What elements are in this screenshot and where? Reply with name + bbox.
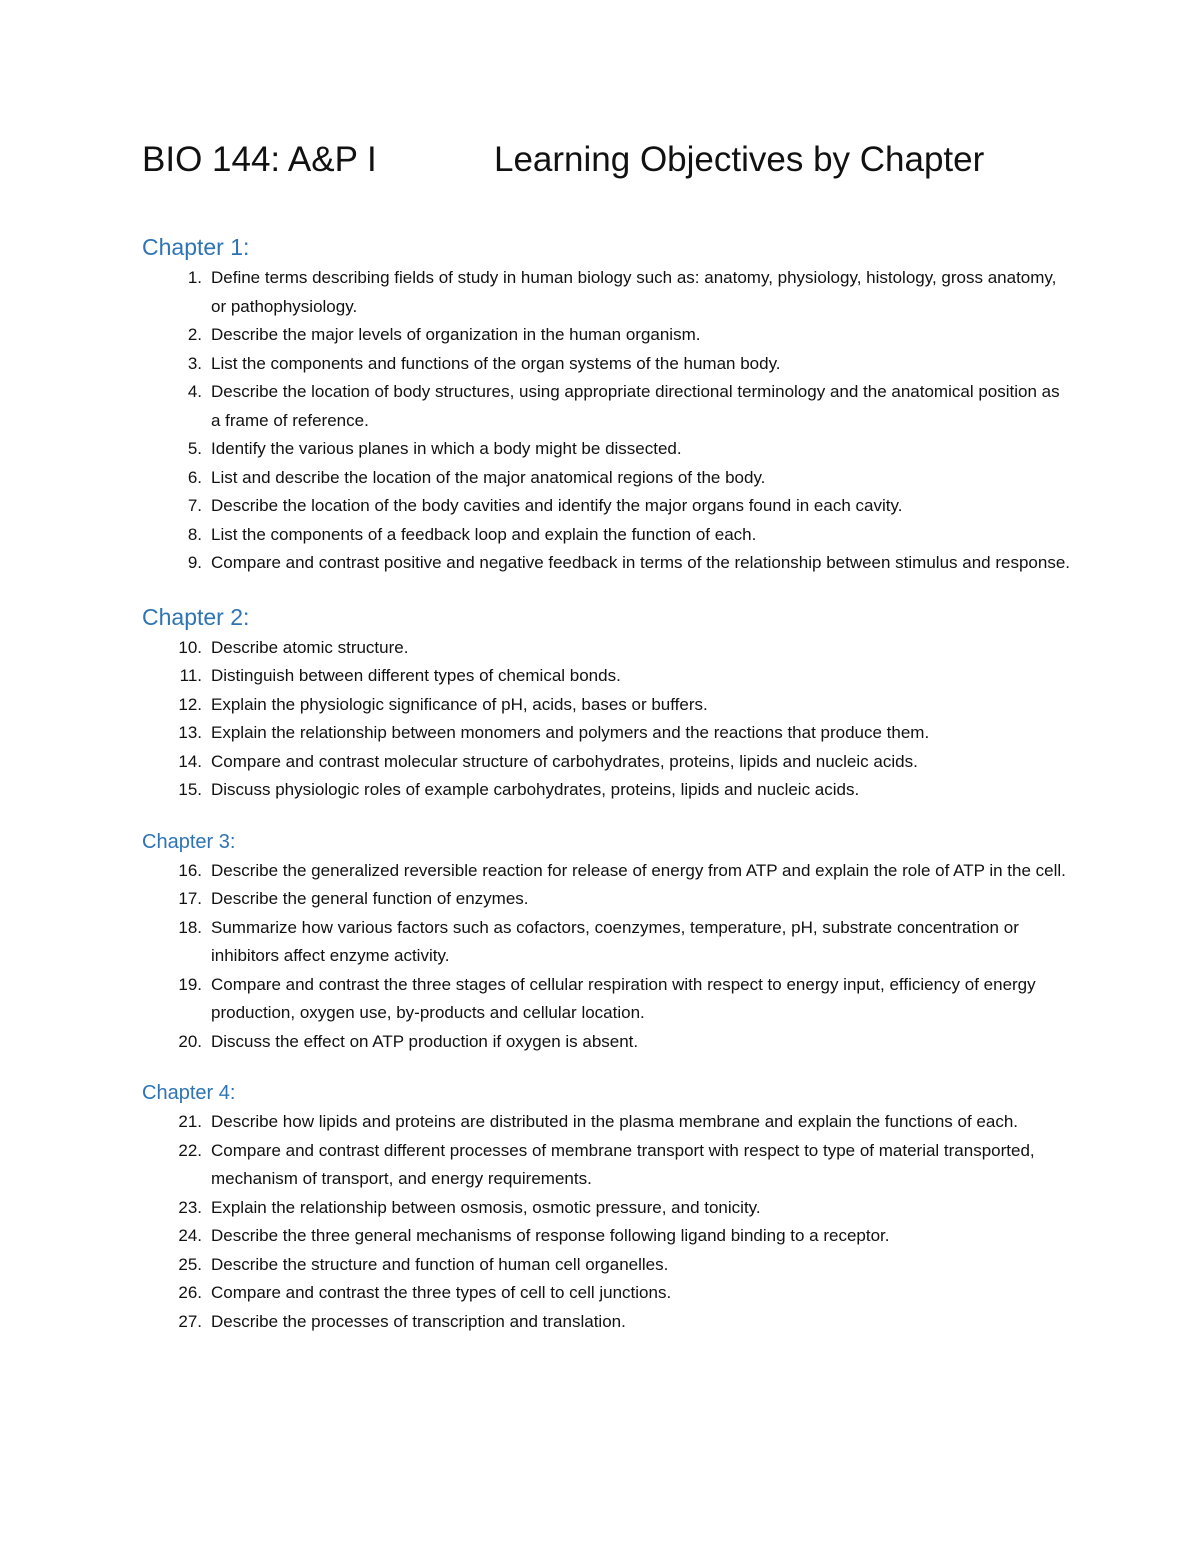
objective-text: Describe the location of body structures, using appropriate directional terminology and the anatomical position as a frame of reference. <box>211 382 1060 430</box>
list-item <box>142 914 1072 971</box>
document-heading: Learning Objectives by Chapter <box>494 140 985 179</box>
objective-number: 5. <box>187 439 202 458</box>
objective-number: 16. <box>178 860 202 880</box>
document-title <box>142 138 984 182</box>
list-item <box>142 634 1072 663</box>
list-item <box>142 549 1072 578</box>
objective-text: Describe the general function of enzymes. <box>211 889 529 908</box>
chapter-section <box>142 1078 1072 1336</box>
objective-text: Compare and contrast positive and negative feedback in terms of the relationship between stimulus and response. <box>211 553 1070 572</box>
objective-list <box>142 1108 1072 1336</box>
list-item <box>142 464 1072 493</box>
list-item <box>142 378 1072 435</box>
objective-text: Describe the generalized reversible reaction for release of energy from ATP and explain the role of ATP in the cell. <box>211 860 1066 880</box>
objective-text: Describe the three general mechanisms of response following ligand binding to a receptor. <box>211 1226 890 1245</box>
list-item <box>142 691 1072 720</box>
objective-number: 10. <box>178 637 202 657</box>
objective-number: 7. <box>187 496 202 515</box>
list-item <box>142 1279 1072 1308</box>
chapter-section <box>142 600 1072 805</box>
objective-text: List the components and functions of the organ systems of the human body. <box>211 353 781 373</box>
objective-text: Identify the various planes in which a body might be dissected. <box>211 439 682 458</box>
list-item <box>142 971 1072 1028</box>
objective-text: Describe the structure and function of human cell organelles. <box>211 1254 669 1274</box>
list-item <box>142 1251 1072 1280</box>
list-item <box>142 264 1072 321</box>
objective-number: 27. <box>178 1311 202 1331</box>
list-item <box>142 435 1072 464</box>
objective-text: Describe the processes of transcription and translation. <box>211 1311 626 1331</box>
document-body <box>142 230 1072 1336</box>
list-item <box>142 1028 1072 1057</box>
list-item <box>142 1308 1072 1337</box>
objective-text: Distinguish between different types of chemical bonds. <box>211 666 621 685</box>
chapter-heading: Chapter 1: <box>142 234 250 260</box>
list-item <box>142 719 1072 748</box>
objective-text: Compare and contrast the three stages of cellular respiration with respect to energy input, efficiency of energy production, oxygen use, by-products and cellular location. <box>211 974 1036 1022</box>
list-item <box>142 776 1072 805</box>
objective-text: Compare and contrast different processes of membrane transport with respect to type of material transported, mechanism of transport, and energy requirements. <box>211 1140 1035 1188</box>
objective-number: 12. <box>178 694 202 714</box>
course-code: BIO 144: A&P I <box>142 140 377 179</box>
objective-number: 9. <box>187 553 202 572</box>
objective-text: Describe the location of the body cavities and identify the major organs found in each cavity. <box>211 496 903 515</box>
objective-list <box>142 857 1072 1057</box>
objective-number: 8. <box>187 524 202 544</box>
chapter-heading: Chapter 3: <box>142 830 236 853</box>
objective-number: 20. <box>178 1031 202 1051</box>
objective-number: 17. <box>178 889 202 908</box>
objective-number: 11. <box>179 666 202 685</box>
list-item <box>142 492 1072 521</box>
list-item <box>142 857 1072 886</box>
list-item <box>142 1108 1072 1137</box>
objective-text: Define terms describing fields of study in human biology such as: anatomy, physiology, histology, gross anatomy, or pathophysiology. <box>211 268 1057 316</box>
objective-list <box>142 634 1072 805</box>
objective-number: 22. <box>178 1140 202 1160</box>
objective-number: 21. <box>178 1112 202 1131</box>
objective-number: 2. <box>187 325 202 344</box>
objective-text: Compare and contrast molecular structure of carbohydrates, proteins, lipids and nucleic acids. <box>211 751 918 771</box>
objective-text: Explain the relationship between osmosis, osmotic pressure, and tonicity. <box>211 1197 761 1217</box>
objective-text: Summarize how various factors such as cofactors, coenzymes, temperature, pH, substrate concentration or inhibitors affect enzyme activity. <box>211 917 1019 965</box>
chapter-section <box>142 230 1072 578</box>
objective-number: 26. <box>178 1283 202 1302</box>
list-item <box>142 1222 1072 1251</box>
objective-number: 23. <box>178 1197 202 1217</box>
objective-text: Describe how lipids and proteins are distributed in the plasma membrane and explain the functions of each. <box>211 1112 1019 1131</box>
objective-text: Explain the physiologic significance of pH, acids, bases or buffers. <box>211 694 708 714</box>
objective-number: 24. <box>178 1226 202 1245</box>
objective-number: 18. <box>178 917 202 937</box>
list-item <box>142 1137 1072 1194</box>
list-item <box>142 521 1072 550</box>
objective-text: Compare and contrast the three types of cell to cell junctions. <box>211 1283 672 1302</box>
objective-number: 15. <box>178 780 202 799</box>
objective-text: List the components of a feedback loop and explain the function of each. <box>211 524 757 544</box>
objective-number: 25. <box>178 1254 202 1274</box>
objective-text: Explain the relationship between monomers and polymers and the reactions that produce them. <box>211 723 930 742</box>
chapter-section <box>142 827 1072 1057</box>
objective-number: 4. <box>187 382 202 401</box>
objective-number: 19. <box>178 974 202 994</box>
objective-number: 6. <box>187 467 202 487</box>
objective-text: Discuss physiologic roles of example carbohydrates, proteins, lipids and nucleic acids. <box>211 780 860 799</box>
list-item <box>142 1194 1072 1223</box>
list-item <box>142 662 1072 691</box>
list-item <box>142 748 1072 777</box>
objective-number: 14. <box>178 751 202 771</box>
objective-text: Describe atomic structure. <box>211 637 409 657</box>
list-item <box>142 350 1072 379</box>
objective-text: List and describe the location of the major anatomical regions of the body. <box>211 467 766 487</box>
list-item <box>142 321 1072 350</box>
objective-number: 1. <box>187 268 202 287</box>
objective-number: 3. <box>187 353 202 373</box>
objective-text: Discuss the effect on ATP production if oxygen is absent. <box>211 1031 639 1051</box>
objective-text: Describe the major levels of organization in the human organism. <box>211 325 701 344</box>
objective-list <box>142 264 1072 578</box>
chapter-heading: Chapter 2: <box>142 603 250 630</box>
list-item <box>142 885 1072 914</box>
chapter-heading: Chapter 4: <box>142 1082 236 1104</box>
objective-number: 13. <box>178 723 202 742</box>
